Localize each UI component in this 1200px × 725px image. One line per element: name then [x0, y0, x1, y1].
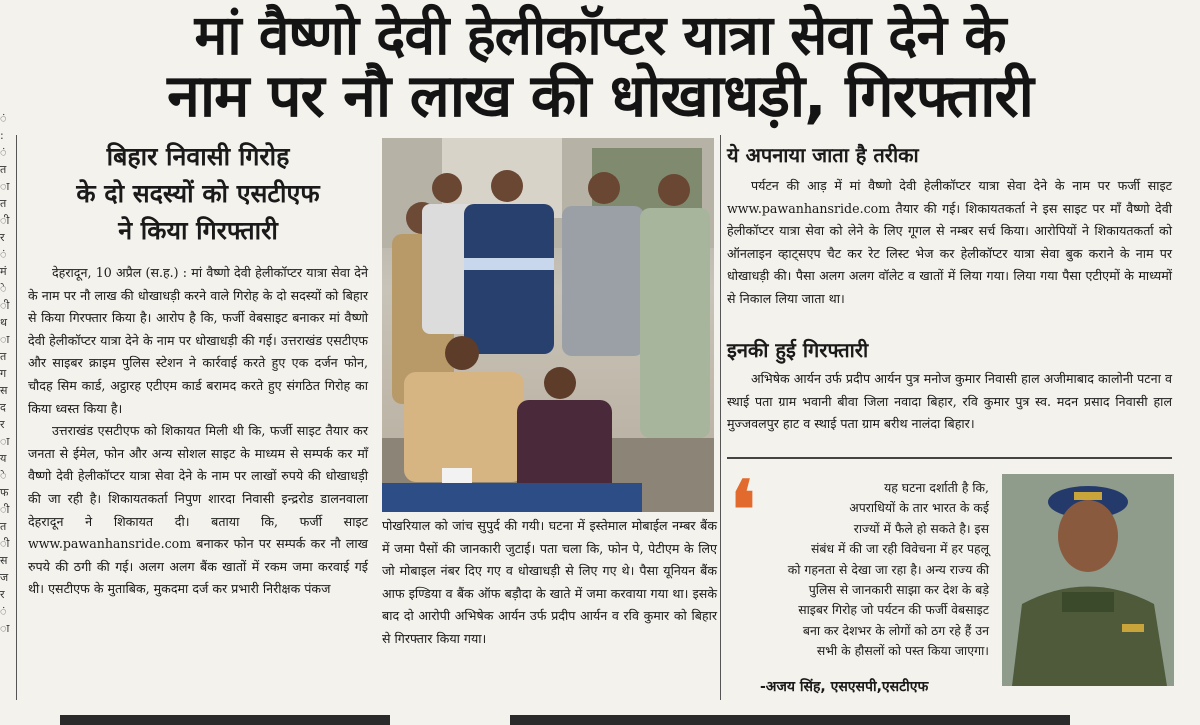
article-column-2 — [382, 515, 717, 651]
adjacent-column-glyph: र — [0, 588, 5, 601]
adjacent-column-glyph: : — [0, 129, 4, 142]
adjacent-column-glyph: थ — [0, 316, 8, 329]
adjacent-column-glyph: ी — [0, 299, 10, 312]
adjacent-column-glyph: फ — [0, 486, 9, 499]
adjacent-column-glyph: ा — [0, 180, 10, 193]
article-column-1 — [28, 262, 368, 601]
subheadline-line: बिहार निवासी गिरोह — [106, 142, 290, 171]
column-divider — [720, 135, 721, 700]
adjacent-column-glyph: त — [0, 163, 7, 176]
adjacent-column-glyph: े — [0, 282, 7, 295]
adjacent-column-glyph: त — [0, 520, 7, 533]
adjacent-column-glyph: ं — [0, 248, 7, 261]
adjacent-column-glyph: ा — [0, 333, 10, 346]
adjacent-column-glyph: मं — [0, 265, 7, 278]
section-body-arrests — [727, 368, 1172, 436]
adjacent-column-glyph: ं — [0, 605, 7, 618]
quote-line: यह घटना दर्शाती है कि, — [884, 480, 989, 495]
quote-mark-icon: ❛ — [730, 463, 756, 557]
subheadline-line: के दो सदस्यों को एसटीएफ — [76, 179, 320, 208]
article-paragraph: देहरादून, 10 अप्रैल (स.ह.) : मां वैष्णो देवी हेलीकॉप्टर यात्रा सेवा देने के नाम पर नौ लाख की धोखाधड़ी करने वाले गिरोह के दो सदस्यों को बिहार से किया गिरफ्तार किया है। आरोप है कि, फर्जी वेबसाइट बनाकर मां वैष्णो देवी हेलीकॉप्टर यात्रा देने के नाम पर धोखाधड़ी की गई। उत्तराखंड एसटीएफ और साइबर क्राइम पुलिस स्टेशन ने कार्रवाई करते हुए एक दर्जन फोन, चौदह सिम कार्ड, अट्ठारह एटीएम कार्ड बरामद करते हुए संगठित गिरोह का किया ध्वस्त किया है। — [28, 265, 368, 416]
adjacent-column-glyph: ा — [0, 435, 10, 448]
quote-line: पुलिस से जानकारी साझा कर देश के बड़े — [808, 582, 989, 598]
quote-line: बना कर देशभर के लोगों को ठग रहे हैं उन — [802, 622, 989, 638]
article-paragraph: अभिषेक आर्यन उर्फ प्रदीप आर्यन पुत्र मनोज कुमार निवासी हाल अजीमाबाद कालोनी पटना व स्थाई पता ग्राम भवानी बीवा जिला नवादा बिहार, रवि कुमार पुत्र स्व. मदन प्रसाद निवासी हाल मुज्जवलपुर हाट व स्थाई पता ग्राम बरीथ नालंदा बिहार। — [727, 371, 1172, 432]
adjacent-column-glyph: ी — [0, 537, 10, 550]
adjacent-column-glyph: ं — [0, 112, 7, 125]
next-headline-partial — [0, 705, 1200, 725]
subheadline — [28, 138, 368, 249]
adjacent-column-glyph: स — [0, 384, 8, 397]
official-quote — [777, 478, 989, 662]
arrest-photo-illustration — [382, 138, 714, 512]
section-body-method — [727, 175, 1172, 311]
adjacent-column-glyph: े — [0, 469, 7, 482]
quote-credit: -अजय सिंह, एसएसपी,एसटीएफ — [760, 679, 929, 695]
quote-line: सभी के हौसलों को पस्त किया जाएगा। — [816, 643, 989, 659]
article-paragraph: पर्यटन की आड़ में मां वैष्णो देवी हेलीकॉप्टर यात्रा सेवा देने के नाम पर फर्जी साइट www.pawanhansride.com तैयार की गई। शिकायतकर्ता ने इस साइट पर माँ वैष्णो देवी हेलीकॉप्टर यात्रा सेवा को लेने के लिए गूगल से नम्बर सर्च किया। आरोपियों ने शिकायतकर्ता को ऑनलाइन व्हाट्सएप चैट कर रेट लिस्ट भेज कर हेलीकॉप्टर यात्रा सेवा बुक कराने के नाम पर धोखाधड़ी की। पैसा अलग अलग वॉलेट व खातों में लिया गया। लिया गया पैसा एटीएमों के माध्यमों से निकाल लिया जाता था। — [727, 178, 1172, 306]
quote-line: अपराधियों के तार भारत के कई — [849, 500, 989, 516]
quote-line: संबंध में की जा रही विवेचना में हर पहलू — [811, 541, 989, 557]
headline-line-1: मां वैष्णो देवी हेलीकॉप्टर यात्रा सेवा देने के — [194, 3, 1006, 67]
headline-line-2: नाम पर नौ लाख की धोखाधड़ी, गिरफ्तारी — [167, 61, 1033, 130]
adjacent-column-glyph: द — [0, 401, 6, 414]
adjacent-column-glyph: त — [0, 197, 7, 210]
adjacent-column-glyph: र — [0, 231, 5, 244]
adjacent-column-glyph: ी — [0, 214, 10, 227]
section-divider — [727, 457, 1172, 459]
article-paragraph: उत्तराखंड एसटीएफ को शिकायत मिली थी कि, फर्जी साइट तैयार कर जनता से ईमेल, फोन और अन्य सोशल साइट के माध्यम से सम्पर्क कर माँ वैष्णो देवी हेलीकॉप्टर यात्रा सेवा देने के नाम पर लाखों रुपये की धोखाधड़ी की जा रही है। शिकायतकर्ता निपुण शारदा निवासी इन्द्ररोड डालनवाला देहरादून ने शिकायत दी। बताया कि, फर्जी साइट www.pawanhansride.com बनाकर फोन पर सम्पर्क कर नौ लाख रुपये की ठगी की गई। अलग अलग बैंक खातों में रकम जमा करवाई गई थी। एसटीएफ के मुताबिक, मुकदमा दर्ज कर प्रभारी निरीक्षक पंकज — [28, 423, 368, 597]
adjacent-column-glyph: ज — [0, 571, 9, 584]
quote-line: को गहनता से देखा जा रहा है। अन्य राज्य की — [787, 561, 989, 577]
adjacent-column-glyph: र — [0, 418, 5, 431]
adjacent-column-glyph: य — [0, 452, 7, 465]
adjacent-column-glyph: त — [0, 350, 7, 363]
adjacent-column-glyph: स — [0, 554, 8, 567]
quote-line: साइबर गिरोह जो पर्यटन की फर्जी वेबसाइट — [798, 602, 989, 618]
officer-photo-illustration — [1002, 474, 1174, 686]
officer-photo — [1002, 474, 1174, 686]
section-title-arrests: इनकी हुई गिरफ्तारी — [727, 338, 869, 362]
section-title-method: ये अपनाया जाता है तरीका — [727, 143, 919, 167]
subheadline-line: ने किया गिरफ्तारी — [118, 216, 278, 245]
adjacent-column-glyph: ी — [0, 503, 10, 516]
next-headline-cutoff — [0, 705, 1200, 725]
column-divider — [16, 135, 17, 700]
arrest-photo — [382, 138, 714, 512]
adjacent-column-glyph: ा — [0, 622, 10, 635]
quote-line: राज्यों में फैले हो सकते है। इस — [853, 520, 989, 536]
adjacent-column-glyph: ग — [0, 367, 7, 380]
adjacent-column-glyph: ं — [0, 146, 7, 159]
article-paragraph: पोखरियाल को जांच सुपुर्द की गयी। घटना में इस्तेमाल मोबाईल नम्बर बैंक में जमा पैसों की जानकारी जुटाई। पता चला कि, फोन पे, पेटीएम के लिए जो मोबाइल नंबर दिए गए व धोखाधड़ी से लिए गए थे। पैसा यूनियन बैंक आफ इण्डिया व बैंक ऑफ बड़ौदा के खाते में जमा करवाया गया था। इसके बाद दो आरोपी अभिषेक आर्यन उर्फ प्रदीप आर्यन व रवि कुमार को बिहार से गिरफ्तार किया गया। — [382, 518, 717, 646]
adjacent-column-edge — [0, 110, 14, 710]
